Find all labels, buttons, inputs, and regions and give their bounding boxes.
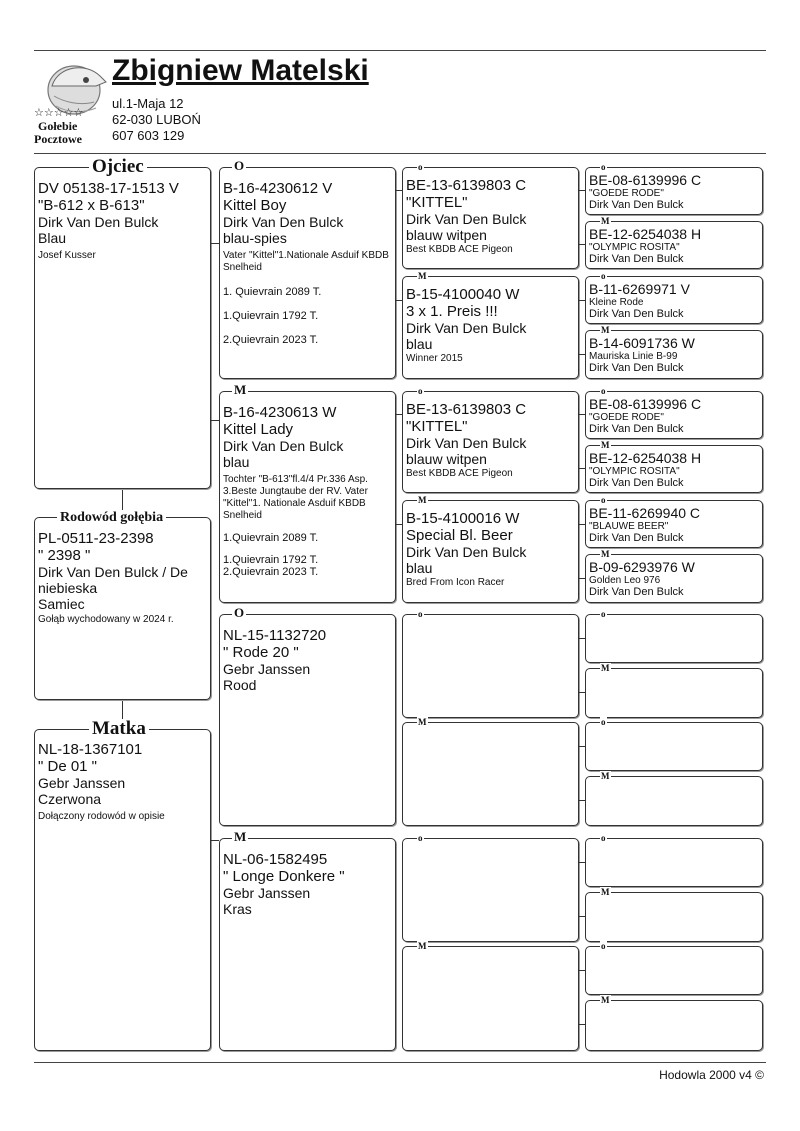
dam-ring: NL-18-1367101	[38, 741, 143, 758]
sire-sire-name: Kittel Boy	[223, 197, 287, 214]
g4-a1-ring: BE-08-6139996 C	[589, 172, 702, 188]
g4-a2-tag: M	[601, 216, 610, 226]
sire-color: Blau	[38, 230, 67, 246]
g4-a3-tag: o	[601, 271, 606, 281]
sire-dam-ring: B-16-4230613 W	[223, 404, 337, 421]
connector	[579, 524, 585, 525]
sire-dam-achievement-3: 2.Quievrain 2023 T.	[223, 566, 319, 578]
dam-dam-name: " Longe Donkere "	[223, 868, 345, 885]
g4-a3-breeder: Dirk Van Den Bulck	[589, 308, 684, 320]
top-rule	[34, 50, 766, 51]
g3-sds-color: blauw witpen	[406, 451, 487, 467]
connector	[579, 692, 585, 693]
sire-dam-tag: M	[234, 382, 247, 397]
g3-dsd-tag: M	[418, 717, 427, 727]
g4-b1-tag: o	[601, 609, 606, 619]
g4-a1-card[interactable]	[585, 162, 763, 215]
g4-a4-card[interactable]	[585, 325, 763, 379]
g3-sdd-breeder: Dirk Van Den Bulck	[406, 544, 527, 560]
sire-sire-achievement-1: 1. Quievrain 2089 T.	[223, 286, 322, 298]
logo-stars: ☆☆☆☆☆	[34, 107, 84, 119]
g4-b8-card[interactable]	[585, 995, 763, 1051]
sire-sire-card[interactable]	[219, 158, 396, 379]
sire-sire-tag: O	[234, 158, 245, 173]
g4-b3-card[interactable]	[585, 717, 763, 771]
dam-sire-breeder: Gebr Janssen	[223, 661, 311, 677]
g3-sds-card[interactable]	[402, 386, 579, 493]
g3-sss-card[interactable]	[402, 162, 579, 269]
g4-a8-breeder: Dirk Van Den Bulck	[589, 586, 684, 598]
sire-card[interactable]	[34, 156, 211, 489]
g3-sds-tag: o	[418, 386, 423, 396]
g3-sss-note: Best KBDB ACE Pigeon	[406, 244, 513, 255]
sire-dam-card[interactable]	[219, 382, 396, 603]
g4-a8-name: Golden Leo 976	[589, 575, 661, 586]
connector	[396, 190, 402, 191]
g4-a6-card[interactable]	[585, 440, 763, 493]
connector	[579, 638, 585, 639]
owner-address	[112, 96, 201, 144]
g4-a7-card[interactable]	[585, 495, 763, 548]
g4-a4-tag: M	[601, 325, 610, 335]
g3-sds-ring: BE-13-6139803 C	[406, 401, 527, 418]
connector	[579, 970, 585, 971]
g4-a5-breeder: Dirk Van Den Bulck	[589, 423, 684, 435]
footer-rule	[34, 1062, 766, 1063]
dam-name: " De 01 "	[38, 758, 98, 775]
dam-dam-color: Kras	[223, 901, 252, 917]
g4-b2-tag: M	[601, 663, 610, 673]
sire-dam-achievement-1: 1.Quievrain 2089 T.	[223, 532, 319, 544]
g4-a7-ring: BE-11-6269940 C	[589, 505, 701, 521]
g4-a3-card[interactable]	[585, 271, 763, 324]
sire-label: Ojciec	[89, 157, 147, 177]
connector	[396, 300, 402, 301]
g4-b1-card[interactable]	[585, 609, 763, 663]
g4-a7-breeder: Dirk Van Den Bulck	[589, 532, 684, 544]
sire-dam-breeder: Dirk Van Den Bulck	[223, 438, 344, 454]
g4-b6-card[interactable]	[585, 887, 763, 942]
g3-ssd-name: 3 x 1. Preis !!!	[406, 303, 498, 320]
sire-sire-color: blau-spies	[223, 230, 287, 246]
pedigree-label: Rodowód gołębia	[57, 510, 166, 525]
dam-card[interactable]	[34, 718, 211, 1051]
sire-name: "B-612 x B-613"	[38, 197, 145, 214]
connector	[579, 800, 585, 801]
g4-b4-tag: M	[601, 771, 610, 781]
g3-sdd-color: blau	[406, 560, 433, 576]
g4-a3-ring: B-11-6269971 V	[589, 281, 690, 297]
g3-sds-breeder: Dirk Van Den Bulck	[406, 435, 527, 451]
g3-dss-tag: o	[418, 609, 423, 619]
g3-sds-name: "KITTEL"	[406, 418, 468, 435]
g3-sds-note: Best KBDB ACE Pigeon	[406, 468, 513, 479]
g4-a5-ring: BE-08-6139996 C	[589, 396, 702, 412]
g4-a6-tag: M	[601, 440, 610, 450]
g3-sss-ring: BE-13-6139803 C	[406, 177, 527, 194]
connector	[579, 578, 585, 579]
connector	[396, 524, 402, 525]
dam-dam-breeder: Gebr Janssen	[223, 885, 311, 901]
g4-a7-name: "BLAUWE BEER"	[589, 521, 669, 532]
g4-a7-tag: o	[601, 495, 606, 505]
g3-sdd-ring: B-15-4100016 W	[406, 510, 520, 527]
logo-text-1: Gołebie	[38, 119, 78, 133]
sire-sire-ring: B-16-4230612 V	[223, 180, 333, 197]
dam-sire-ring: NL-15-1132720	[223, 627, 327, 644]
g3-sss-name: "KITTEL"	[406, 194, 468, 211]
connector	[579, 746, 585, 747]
sire-dam-achievement-2: 1.Quievrain 1792 T.	[223, 554, 319, 566]
g4-a8-tag: M	[601, 549, 610, 559]
sire-note: Josef Kusser	[38, 250, 96, 261]
g3-dds-tag: o	[418, 833, 423, 843]
g3-ssd-ring: B-15-4100040 W	[406, 286, 520, 303]
dam-dam-card[interactable]	[219, 829, 396, 1051]
g4-b6-tag: M	[601, 887, 610, 897]
sire-sire-achievement-3: 2.Quievrain 2023 T.	[223, 334, 319, 346]
dam-color: Czerwona	[38, 791, 102, 807]
dam-dam-ring: NL-06-1582495	[223, 851, 328, 868]
connector	[211, 420, 219, 421]
g3-dds-card[interactable]	[402, 833, 579, 942]
g3-sss-color: blauw witpen	[406, 227, 487, 243]
g4-a4-breeder: Dirk Van Den Bulck	[589, 362, 684, 374]
g3-ssd-card[interactable]	[402, 271, 579, 379]
g3-dss-card[interactable]	[402, 609, 579, 718]
g4-a5-name: "GOEDE RODE"	[589, 412, 664, 423]
subject-card[interactable]	[34, 510, 211, 700]
connector	[579, 1024, 585, 1025]
g4-a6-ring: BE-12-6254038 H	[589, 450, 702, 466]
g4-a2-card[interactable]	[585, 216, 763, 269]
dam-sire-card[interactable]	[219, 605, 396, 826]
sire-breeder: Dirk Van Den Bulck	[38, 214, 159, 230]
connector	[579, 916, 585, 917]
g3-dsd-card[interactable]	[402, 717, 579, 826]
connector	[396, 414, 402, 415]
g4-b5-card[interactable]	[585, 833, 763, 887]
g3-ssd-note: Winner 2015	[406, 353, 463, 364]
subject-breeder: Dirk Van Den Bulck / De niebieska	[38, 564, 188, 596]
dam-sire-color: Rood	[223, 677, 257, 693]
owner-name: Zbigniew Matelski	[112, 54, 369, 87]
sire-dam-note: Tochter "B-613"fl.4/4 Pr.336 Asp. 3.Beste Jungtaube der RV. Vater "Kittel"1. Nationale Asduif KBDB Snelheid	[223, 474, 368, 521]
dam-breeder: Gebr Janssen	[38, 775, 126, 791]
g3-ssd-breeder: Dirk Van Den Bulck	[406, 320, 527, 336]
g4-a1-breeder: Dirk Van Den Bulck	[589, 199, 684, 211]
connector	[579, 300, 585, 301]
logo	[34, 56, 108, 148]
g3-sdd-note: Bred From Icon Racer	[406, 577, 505, 588]
sire-sire-note: Vater "Kittel"1.Nationale Asduif KBDB Snelheid	[223, 250, 389, 273]
connector	[579, 468, 585, 469]
sire-dam-name: Kittel Lady	[223, 421, 294, 438]
footer-text: Hodowla 2000 v4 ©	[659, 1068, 764, 1082]
g3-ssd-color: blau	[406, 336, 433, 352]
g4-a2-ring: BE-12-6254038 H	[589, 226, 702, 242]
connector	[579, 244, 585, 245]
g4-a6-breeder: Dirk Van Den Bulck	[589, 477, 684, 489]
g4-b7-tag: o	[601, 941, 606, 951]
g4-b3-tag: o	[601, 717, 606, 727]
dam-note: Dołączony rodowód w opisie	[38, 811, 165, 822]
g4-a4-name: Mauriska Linie B-99	[589, 351, 678, 362]
g4-b7-card[interactable]	[585, 941, 763, 995]
g4-a6-name: "OLYMPIC ROSITA"	[589, 466, 680, 477]
g3-ssd-tag: M	[418, 271, 427, 281]
dam-sire-tag: O	[234, 605, 245, 620]
g4-b2-card[interactable]	[585, 663, 763, 718]
sire-sire-achievement-2: 1.Quievrain 1792 T.	[223, 310, 319, 322]
sire-sire-breeder: Dirk Van Den Bulck	[223, 214, 344, 230]
g4-a4-ring: B-14-6091736 W	[589, 335, 695, 351]
dam-dam-tag: M	[234, 829, 247, 844]
connector	[211, 243, 219, 244]
g4-a8-ring: B-09-6293976 W	[589, 559, 695, 575]
g4-a3-name: Kleine Rode	[589, 297, 644, 308]
connector	[579, 862, 585, 863]
g4-b5-tag: o	[601, 833, 606, 843]
g3-sss-breeder: Dirk Van Den Bulck	[406, 211, 527, 227]
g4-a1-tag: o	[601, 162, 606, 172]
g3-ddd-tag: M	[418, 941, 427, 951]
g3-sdd-tag: M	[418, 495, 427, 505]
subject-ring: PL-0511-23-2398	[38, 530, 154, 547]
phone: 607 603 129	[112, 128, 185, 143]
logo-text-2: Pocztowe	[34, 132, 82, 146]
subject-sex: Samiec	[38, 596, 85, 612]
g3-sdd-card[interactable]	[402, 495, 579, 603]
address-line-1: ul.1-Maja 12	[112, 96, 184, 111]
subject-name: " 2398 "	[38, 547, 91, 564]
g3-sdd-name: Special Bl. Beer	[406, 527, 513, 544]
header-rule	[34, 153, 766, 154]
g4-a5-tag: o	[601, 386, 606, 396]
connector	[579, 354, 585, 355]
g4-a8-card[interactable]	[585, 549, 763, 603]
g4-b4-card[interactable]	[585, 771, 763, 826]
subject-note: Gołąb wychodowany w 2024 r.	[38, 614, 174, 625]
sire-dam-color: blau	[223, 454, 250, 470]
g4-a2-breeder: Dirk Van Den Bulck	[589, 253, 684, 265]
sire-ring: DV 05138-17-1513 V	[38, 180, 179, 197]
g4-a1-name: "GOEDE RODE"	[589, 188, 664, 199]
address-line-2: 62-030 LUBOŃ	[112, 112, 201, 127]
g4-a5-card[interactable]	[585, 386, 763, 439]
g4-b8-tag: M	[601, 995, 610, 1005]
connector	[211, 840, 219, 841]
g3-sss-tag: o	[418, 162, 423, 172]
dam-sire-name: " Rode 20 "	[223, 644, 299, 661]
g3-ddd-card[interactable]	[402, 941, 579, 1051]
connector	[579, 414, 585, 415]
dam-label: Matka	[89, 719, 149, 739]
connector	[579, 190, 585, 191]
g4-a2-name: "OLYMPIC ROSITA"	[589, 242, 680, 253]
